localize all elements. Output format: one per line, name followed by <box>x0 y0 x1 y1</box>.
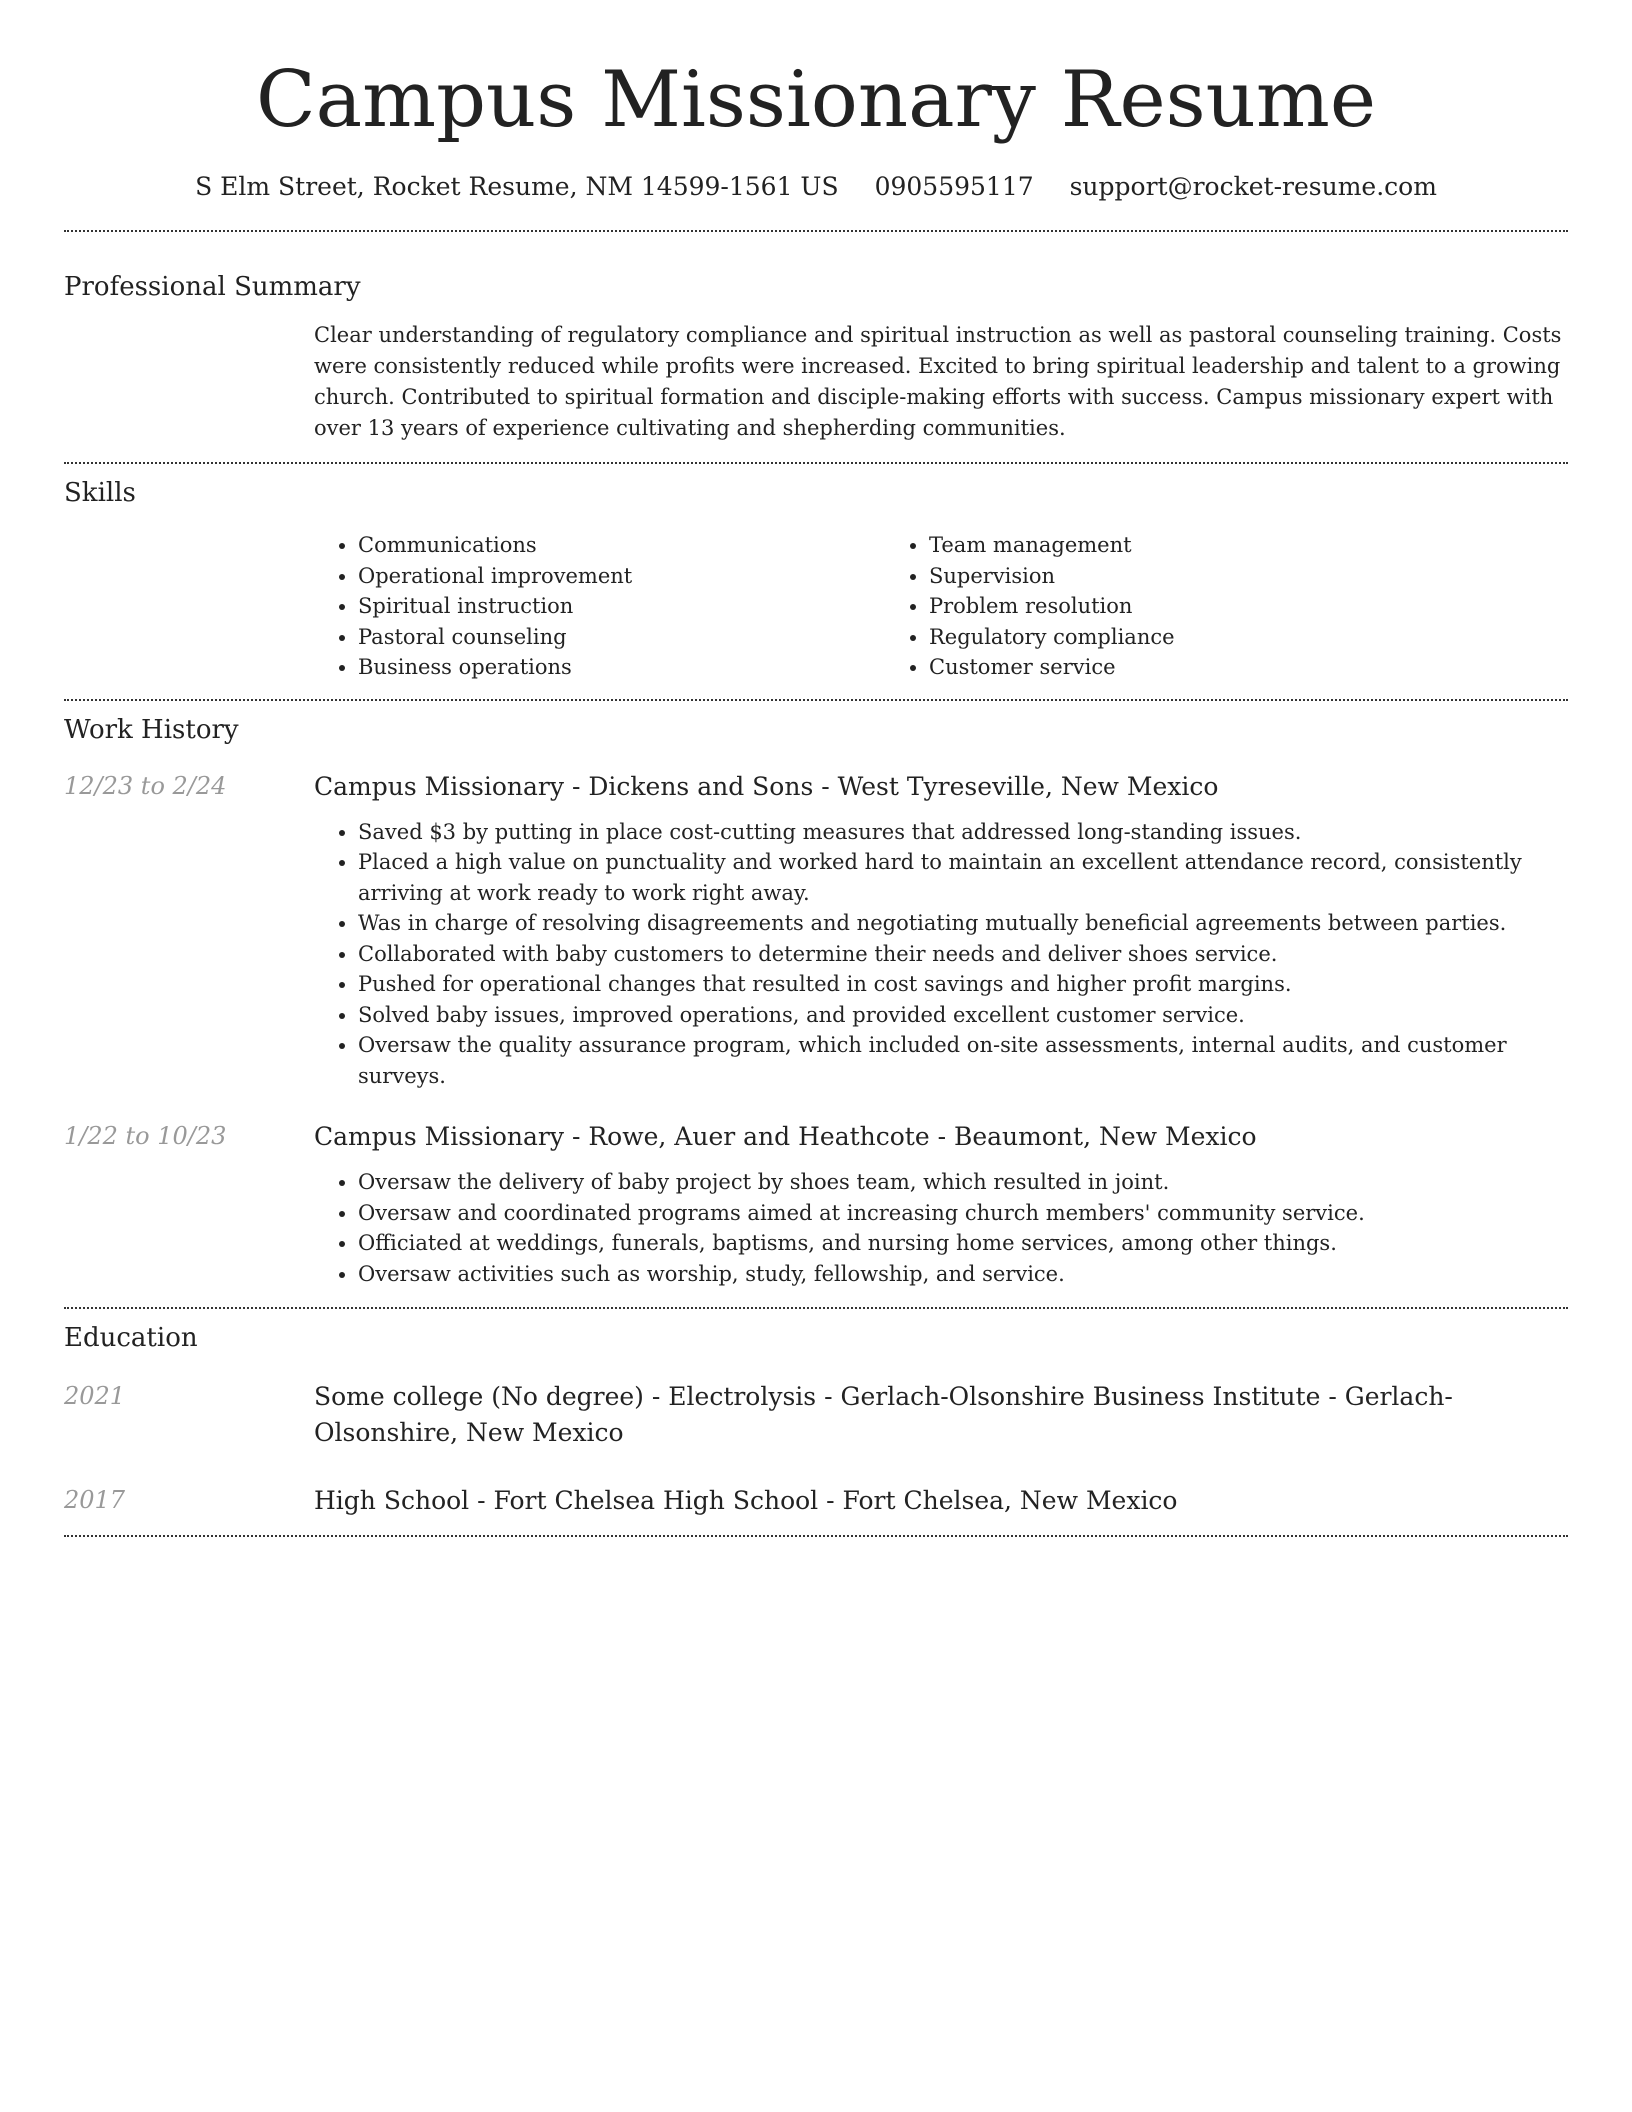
list-item: • Oversaw and coordinated programs aimed at increasing church members' community service. <box>358 1198 1568 1229</box>
contact-line <box>64 170 1568 204</box>
skills-section <box>64 476 1568 683</box>
skill-item: • Business operations <box>358 652 885 683</box>
list-item: • Solved baby issues, improved operations, and provided excellent customer service. <box>358 1000 1568 1031</box>
skill-item: • Operational improvement <box>358 561 885 592</box>
skill-item: • Team management <box>929 530 1456 561</box>
skill-item: • Problem resolution <box>929 591 1456 622</box>
education-degree: High School <box>314 1486 470 1515</box>
list-item: • Oversaw the delivery of baby project by shoes team, which resulted in joint. <box>358 1167 1568 1198</box>
skill-item: • Customer service <box>929 652 1456 683</box>
job-entry <box>64 769 1568 1092</box>
work-heading: Work History <box>64 714 239 745</box>
list-item: • Pushed for operational changes that resulted in cost savings and higher profit margins. <box>358 969 1568 1000</box>
job-title: Campus Missionary <box>314 1122 564 1151</box>
email: support@rocket-resume.com <box>1069 172 1437 201</box>
job-heading <box>314 769 1568 805</box>
work-section <box>64 713 1568 1290</box>
job-entry <box>64 1119 1568 1289</box>
page-title: Campus Missionary Resume <box>255 55 1377 145</box>
job-title: Campus Missionary <box>314 771 564 801</box>
job-dates: 1/22 to 10/23 <box>64 1122 227 1150</box>
skill-item: • Regulatory compliance <box>929 622 1456 653</box>
job-dates: 12/23 to 2/24 <box>64 771 227 800</box>
skills-list-right <box>885 530 1456 683</box>
skill-item: • Pastoral counseling <box>358 622 885 653</box>
education-entry <box>64 1379 1568 1451</box>
skill-item: • Communications <box>358 530 885 561</box>
education-heading-line <box>314 1483 1568 1519</box>
education-school: - Fort Chelsea High School - Fort Chelsea, New Mexico <box>469 1486 1178 1515</box>
education-degree: Some college (No degree) - Electrolysis <box>314 1382 817 1411</box>
skills-heading: Skills <box>64 478 136 508</box>
job-bullets <box>314 1167 1568 1289</box>
divider <box>64 1307 1568 1309</box>
list-item: • Was in charge of resolving disagreements and negotiating mutually beneficial agreements between parties. <box>358 908 1568 939</box>
job-employer: - Dickens and Sons - West Tyreseville, New Mexico <box>564 771 1219 801</box>
job-bullets <box>314 817 1568 1092</box>
education-year: 2021 <box>64 1382 126 1410</box>
list-item: • Saved $3 by putting in place cost-cutting measures that addressed long-standing issues. <box>358 817 1568 848</box>
education-heading-line <box>314 1379 1568 1451</box>
divider <box>64 699 1568 701</box>
phone: 0905595117 <box>874 172 1034 201</box>
education-section <box>64 1321 1568 1519</box>
skill-item: • Supervision <box>929 561 1456 592</box>
summary-heading: Professional Summary <box>64 272 361 302</box>
list-item: • Placed a high value on punctuality and worked hard to maintain an excellent attendance record, consistently arriving at work ready to work right away. <box>358 847 1568 908</box>
education-school: - Gerlach-Olsonshire Business Institute - Gerlach-Olsonshire, New Mexico <box>314 1382 1453 1447</box>
address: S Elm Street, Rocket Resume, NM 14599-1561 US <box>195 172 839 201</box>
list-item: • Officiated at weddings, funerals, baptisms, and nursing home services, among other things. <box>358 1228 1568 1259</box>
skills-list-left <box>314 530 885 683</box>
job-employer: - Rowe, Auer and Heathcote - Beaumont, New Mexico <box>564 1122 1257 1151</box>
education-heading: Education <box>64 1323 198 1353</box>
summary-text: Clear understanding of regulatory compliance and spiritual instruction as well as pastoral counseling training. Costs were consistently reduced while profits were increased. Excited to bring spiritual leadership and talent to a growing church. Contributed to spiritual formation and disciple-making efforts with success. Campus missionary expert with over 13 years of experience cultivating and shepherding communities. <box>314 323 1562 440</box>
summary-section <box>64 270 1568 444</box>
list-item: • Oversaw the quality assurance program, which included on-site assessments, internal audits, and customer surveys. <box>358 1030 1568 1091</box>
list-item: • Collaborated with baby customers to determine their needs and deliver shoes service. <box>358 939 1568 970</box>
resume-page <box>64 0 1568 1537</box>
divider <box>64 462 1568 464</box>
divider <box>64 230 1568 232</box>
education-year: 2017 <box>64 1486 126 1514</box>
list-item: • Oversaw activities such as worship, study, fellowship, and service. <box>358 1259 1568 1290</box>
job-heading <box>314 1119 1568 1155</box>
skill-item: • Spiritual instruction <box>358 591 885 622</box>
divider <box>64 1535 1568 1537</box>
education-entry <box>64 1483 1568 1519</box>
